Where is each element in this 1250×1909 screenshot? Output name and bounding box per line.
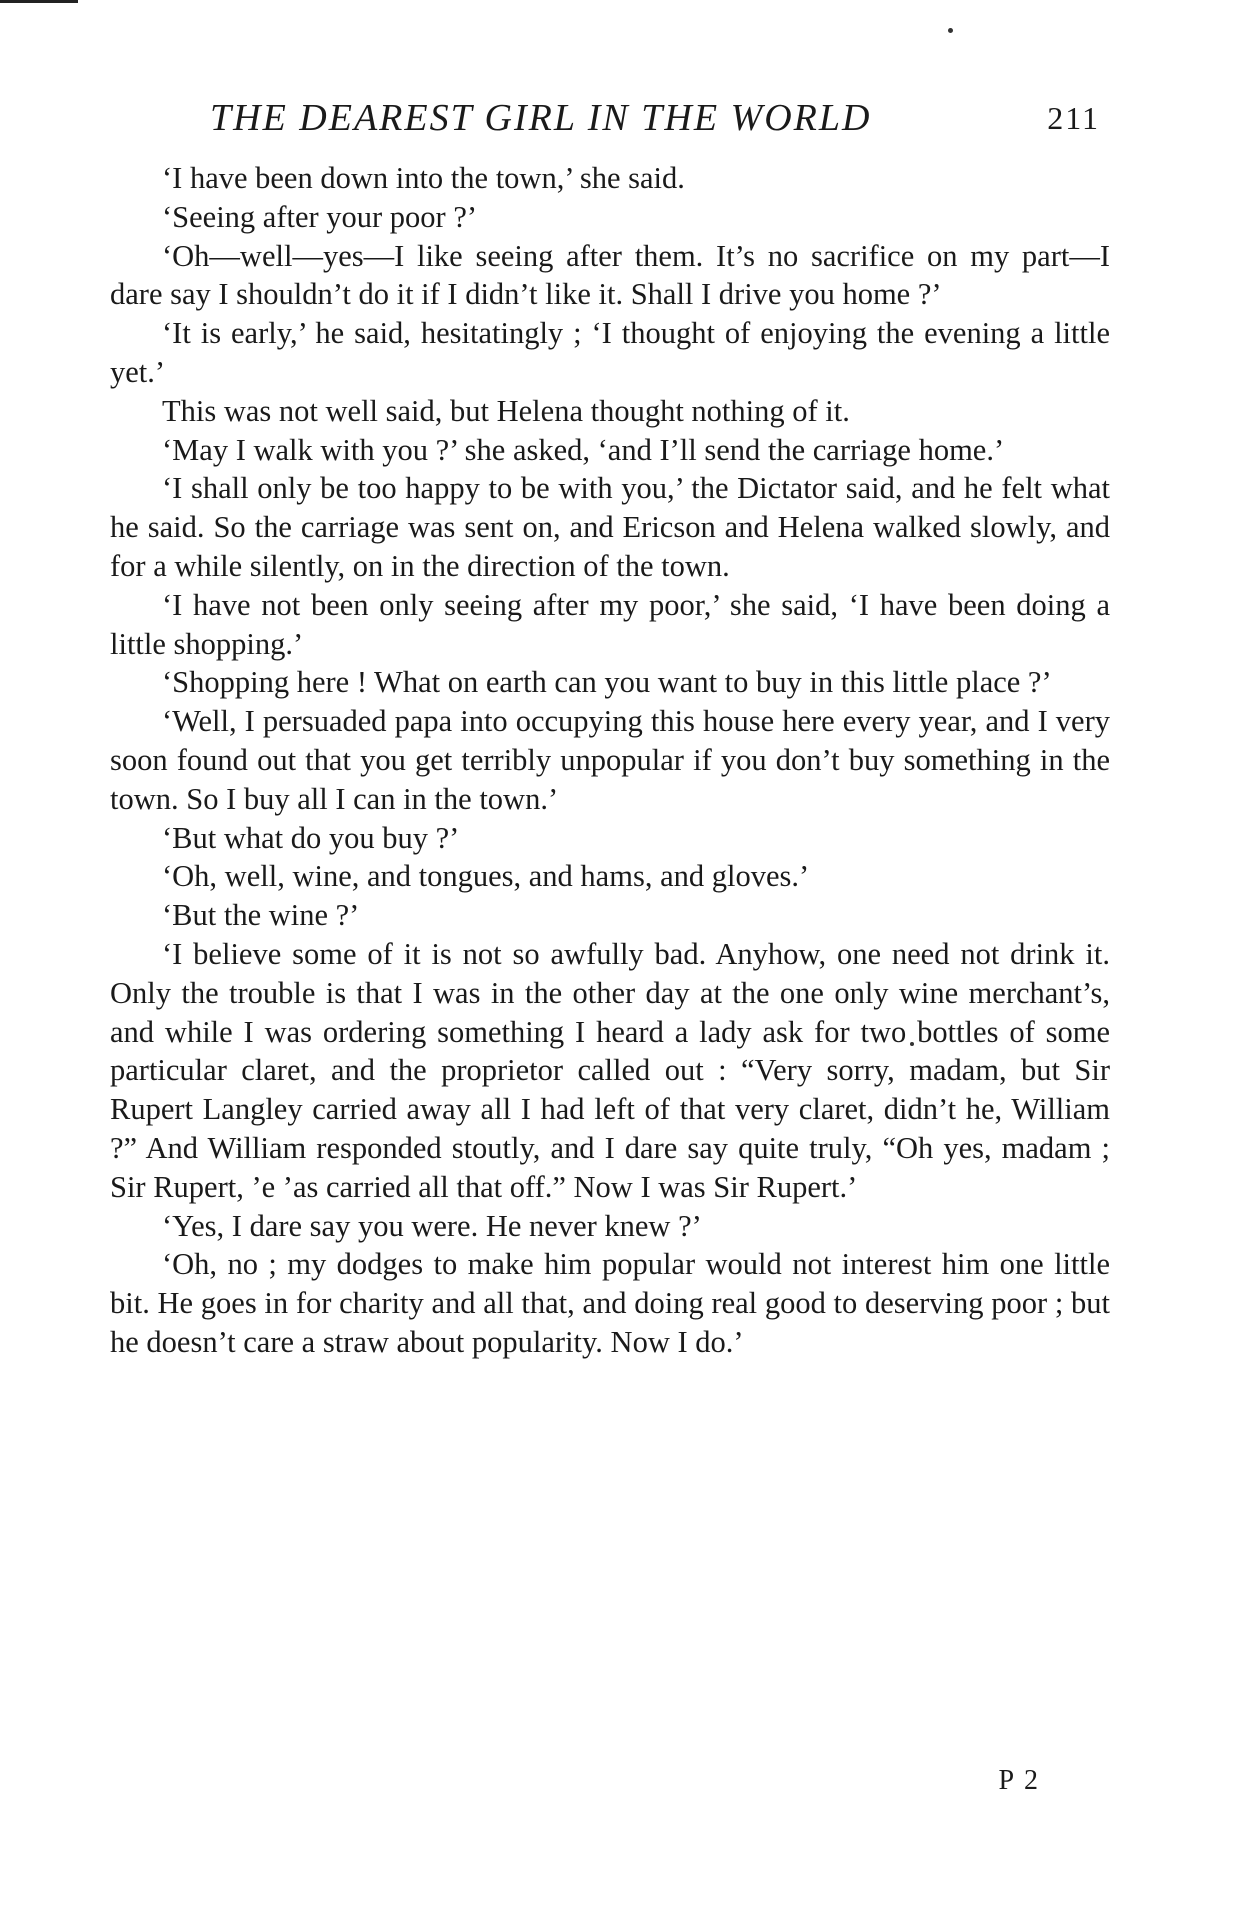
running-title: THE DEAREST GIRL IN THE WORLD [210,97,872,139]
paragraph: ‘I have been down into the town,’ she said. [162,161,685,195]
paragraph: ‘Shopping here ! What on earth can you want to buy in this little place ?’ [162,665,1052,700]
running-head [210,96,1110,144]
scan-edge-mark [0,0,78,3]
paragraph: ‘Yes, I dare say you were. He never knew ?’ [162,1208,702,1243]
paragraph: This was not well said, but Helena thought nothing of it. [162,393,850,428]
paragraph: ‘It is early,’ he said, hesitatingly ; ‘I thought of enjoying the evening a little yet.’ [110,316,1110,389]
paragraph: ‘I shall only be too happy to be with you,’ the Dictator said, and he felt what he said. So the carriage was sent on, and Ericson and Helena walked slowly, and for a while silently, on in the direction of the town. [110,471,1110,583]
paragraph: ‘But what do you buy ?’ [162,820,460,855]
paragraph: ‘I have not been only seeing after my poor,’ she said, ‘I have been doing a little shopping.’ [110,587,1110,661]
paragraph: ‘May I walk with you ?’ she asked, ‘and I’ll send the carriage home.’ [162,432,1005,467]
paragraph: ‘But the wine ?’ [162,898,360,933]
signature-mark: P 2 [998,1765,1040,1796]
page-number: 211 [1047,100,1100,136]
paragraph: ‘Oh, well, wine, and tongues, and hams, and gloves.’ [162,859,810,894]
paragraph: ‘I believe some of it is not so awfully bad. Anyhow, one need not drink it. Only the trouble is that I was in the other day at the one only wine merchant’s, and while I was ordering something I heard a lady ask for two bottles of some particular claret, and the proprietor called out : “Very sorry, madam, but Sir Rupert Langley carried away all I had left of that very claret, didn’t he, William ?” And William responded stoutly, and I dare say quite truly, “Oh yes, madam ; Sir Rupert, ’e ’as carried all that off.” Now I was Sir Rupert.’ [110,936,1110,1204]
paragraph: ‘Well, I persuaded papa into occupying this house here every year, and I very soon found out that you get terribly unpopular if you don’t buy something in the town. So I buy all I can in the town.’ [110,704,1110,816]
ink-speck [948,28,953,33]
paragraph: ‘Seeing after your poor ?’ [162,199,478,234]
paragraph: ‘Oh, no ; my dodges to make him popular would not interest him one little bit. He goes in for charity and all that, and doing real good to deserving poor ; but he doesn’t care a straw about popularity. Now I do.’ [110,1247,1110,1359]
paragraph: ‘Oh—well—yes—I like seeing after them. It’s no sacrifice on my part—I dare say I shouldn’t do it if I didn’t like it. Shall I drive you home ?’ [110,238,1110,312]
body-text [110,159,1110,1362]
